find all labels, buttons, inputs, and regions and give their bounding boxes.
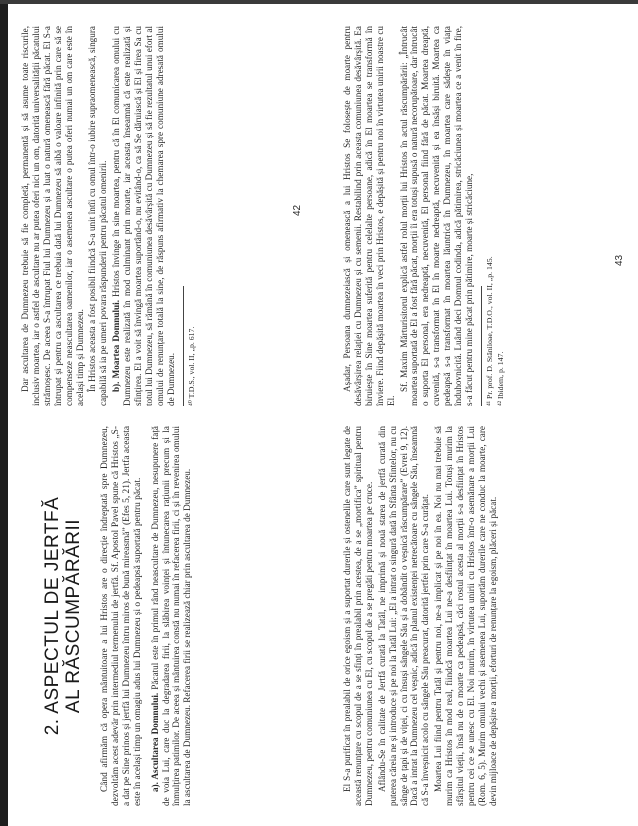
paragraph-maxim: Sf. Maxim Mărturisitorul explică astfel rolul morții lui Hristos în actul răscumpărării: „Întrucât moartea suportată de El a fost fără păcat, morții îi era totuși supusă o natură necorupătoare, dar întrucât o suporta El personal, era nedreaptă, necuvenită, El personal fiind fără de păcat. Moartea dreaptă, cuvenită, s-a transformat în El în moarte nedreaptă, necuvenită și ea însăși biruită. Moartea ca pedeapsă s-a transformat în moartea lăuntrică în Dumnezeu, în moartea care sădește în viața înduhovnicită. Luând deci Domnul codinda, adică pătimirea, stricăciunea și moartea ce a venit în fire, s-a făcut pentru mine păcat prin pătimire, moarte și stricăciune, [398,26,474,406]
paragraph-ascultare: Dar ascultarea de Dumnezeu trebuie să fie completă, permanentă și să asume toate riscurile, inclusiv moartea, iar o astfel de ascultare nu ar putea oferi nici un om, datorită universalității păcatului strămoșesc. De aceea S-a întrupat Fiul lui Dumnezeu și a luat o natură omenească fără păcat. El S-a întrupat și pentru ca ascultarea ce trebuia dată lui Dumnezeu să aibă o valoare infinită prin care să se compenseze neascultarea oamenilor, iar o asemenea ascultare o putea oferi numai un om care este în același timp și Dumnezeu. [20,26,85,406]
chapter-title-line2: AL RĂSCUMPĂRĂRII [63,518,84,714]
section-a-heading: a). Ascultarea Domnului. [149,692,160,792]
footnote-40: ⁴⁰ T.D.S., vol. II, „p. 617. [186,326,196,406]
book-spine-shadow [0,0,8,826]
paragraph-purificat: El S-a purificat în prealabil de orice egoism și a suportat durerile și ostenelile care sunt legate de această renunțare cu scopul de a se sfinți în prealabil prin acestea, de a se „mortifica” spiritual pentru Dumnezeu, pentru comuniunea cu El, cu scopul de a se pregăti pentru moartea pe cruce. [342,426,374,806]
section-a-text: Păcatul este în primul rând neascultare de Dumnezeu, nesupunere față de voia Lui, care duc la degradarea firii, la slăbirea voinței și întunecarea rațiunii precum și la înmulțirea patimilor. De aceea și mântuirea constă nu numai în refacerea firii, ci și în revenirea omului la ascultarea de Dumnezeu. Refacerea firii se realizează chiar prin ascultarea de Dumnezeu. [149,425,193,806]
chapter-title [42,426,84,806]
right-column-a [342,426,501,806]
left-column-b [20,26,198,406]
paragraph-moartea-lui: Moartea Lui fiind pentru Tatăl și pentru noi, ne-a implicat și pe noi în ea. Noi nu mai trebuie să murim ca Hristos în mod real, fiindcă moartea Lui ne-a desființat în moartea Lui. Totuși murim la sfârșitul vieții, însă nu de o moarte ca pedeapsă, căci rostul acesta al morții s-a desființat în Hristos pentru cei ce se unesc cu El. Noi murim, în virtutea unirii cu Hristos într-o asemănare a morții Lui (Rom. 6, 5). Murim omului vechi și asemenea Lui, suportăm durerile care ne conduc la moarte, care devin mijloace de depășire a morții, eforturi de renunțare la egoism, plăceri și păcat. [433,426,498,806]
footnote-divider [183,286,184,406]
left-column-a [20,426,195,806]
intro-paragraph: Când afirmăm că opera mântuitoare a lui Hristos are o direcție îndreptată spre Dumnezeu, dezvoltăm acest adevăr prin intermediul termenului de jertfă. Sf. Apostol Pavel spune că Hristos „S-a dat pe Sine prinos și jertfă lui Dumnezeu întru miros de bună mireasmă” (Efes 5, 21). Jertfa aceasta este în același timp un omagiu adus lui Dumnezeu și o pedeapsă suportată pentru păcat. [100,426,143,806]
section-b-paragraph [111,26,176,406]
page-number-right: 43 [614,254,625,266]
section-a-paragraph [150,426,194,806]
paragraph-hristos: În Hristos aceasta a fost posibil fiindcă S-a unit întîi cu omul într-o iubire supraomenească, singura capabilă să ia pe umeri povara răspunderii pentru păcatul omenirii. [87,26,109,406]
section-b-text: Hristos învinge în sine moartea, pentru că în El comunicarea omului cu Dumnezeu este realizată în mod culminant prin moarte, iar aceasta înseamnă că este realizată și sfințirea. El a voit să învingă moartea suportând-o, nu evitând-o, ca să Se dăruiască și El și firea Sa cu totul lui Dumnezeu, să rămână în comuniunea desăvârșită cu Dumnezeu și să fie rezultatul unui efort al omului de renunțare totală la sine, de răspuns afirmativ la chemarea spre comuniune adresată omului de Dumnezeu. [111,26,176,406]
footnote-42: ⁴² Ibidem, p. 147. [495,351,505,406]
section-b-heading: b). Moartea Domnului. [111,300,122,392]
paragraph-asadar: Așadar, Persoana dumnezeiască și omenească a lui Hristos Se folosește de moarte pentru desăvârșirea relației cu Dumnezeu și cu semenii. Restabilind prin aceasta comuniunea desăvârșită. Ea biruiește în Sine moartea suferită pentru celelalte persoane, adică în El moartea se transformă în înviere. Fiind depășită moartea în veci prin Hristos, e depășită și pentru noi în virtutea unirii noastre cu El. [342,26,396,406]
right-column-b [342,26,507,406]
chapter-title-line1: 2. ASPECTUL DE JERTFĂ [42,496,63,736]
page-number-left: 42 [292,204,303,216]
left-page [14,0,314,826]
footnote-divider [481,286,482,406]
right-page [336,0,636,826]
footnote-41: ⁴¹ Pr. prof. D. Stăniloae, T.D.O., vol. II, „p. 145. [484,256,494,406]
paragraph-jertfa-curata: Aflându-Se în calitate de Jertfă curată la Tatăl, ne imprimă și nouă starea de jertfă curată din puterea căreia ne și introduce și pe noi la Tatăl Lui: „El a intrat o singură dată în Sfânta Sfintelor, nu cu sânge de țapi și de viței, ci cu însuși sângele Său și a dobândit o veșnică răscumpărare” (Evrei 9, 12). Dacă a intrat la Dumnezeu cel veșnic, adică în planul existenței netrecătoare cu sângele Său, înseamnă că S-a înveșnicit acolo cu sângele Său preacurat, datorită jertfei prin care S-a curățat. [376,426,431,806]
